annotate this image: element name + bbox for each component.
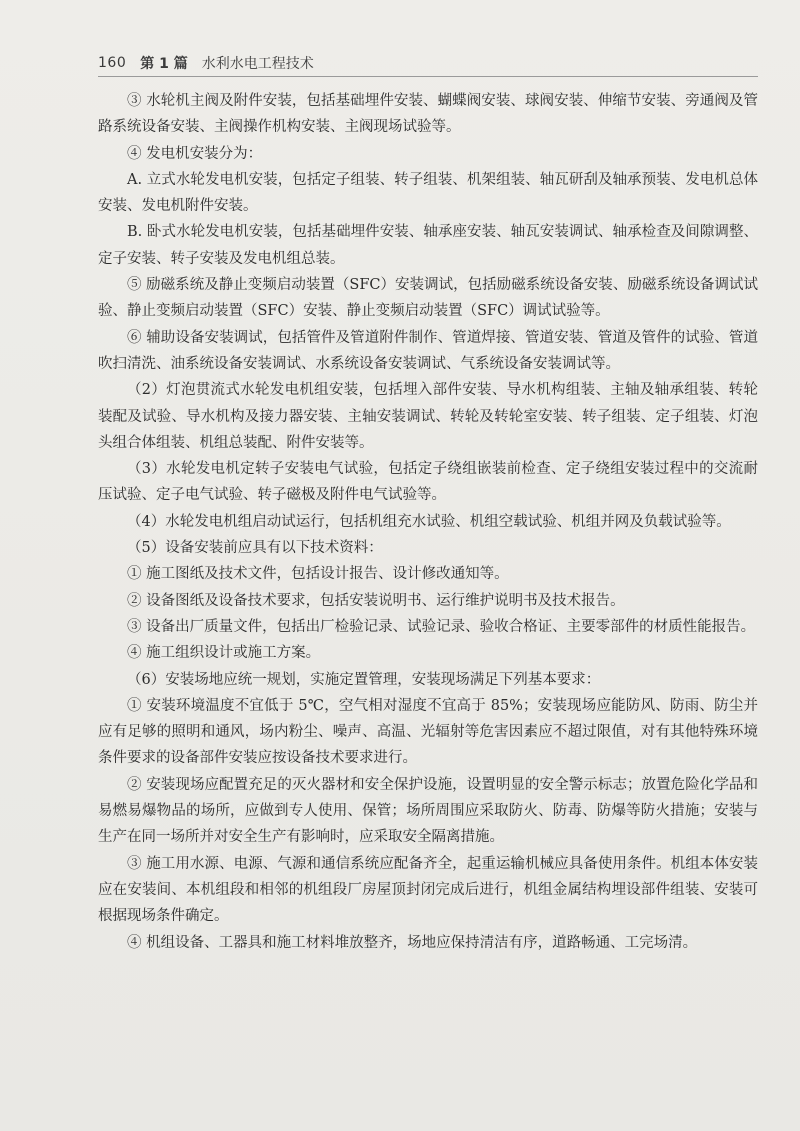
paragraph: （5）设备安装前应具有以下技术资料： — [127, 540, 383, 557]
paragraph: ④ 机组设备、工器具和施工材料堆放整齐，场地应保持清洁有序，道路畅通、工完场清。 — [127, 934, 698, 951]
paragraph: A. 立式水轮发电机安装，包括定子组装、转子组装、机架组装、轴瓦研刮及轴承预装、发电机总体安装、发电机附件安装。 — [98, 171, 758, 215]
paragraph: ③ 施工用水源、电源、气源和通信系统应配备齐全，起重运输机械应具备使用条件。机组本体安装应在安装间、本机组段和相邻的机组段厂房屋顶封闭完成后进行，机组金属结构埋设部件组装、安装可根据现场条件确定。 — [98, 855, 758, 925]
paragraph: ③ 水轮机主阀及附件安装，包括基础埋件安装、蝴蝶阀安装、球阀安装、伸缩节安装、旁通阀及管路系统设备安装、主阀操作机构安装、主阀现场试验等。 — [98, 93, 758, 136]
page-number: 160 — [98, 55, 127, 71]
paragraph: ④ 施工组织设计或施工方案。 — [127, 645, 321, 662]
paragraph: （4）水轮发电机组启动试运行，包括机组充水试验、机组空载试验、机组并网及负载试验等。 — [127, 513, 731, 530]
paragraph: ⑥ 辅助设备安装调试，包括管件及管道附件制作、管道焊接、管道安装、管道及管件的试验、管道吹扫清洗、油系统设备安装调试、水系统设备安装调试、气系统设备安装调试等。 — [98, 329, 758, 372]
paragraph: （3）水轮发电机定转子安装电气试验，包括定子绕组嵌装前检查、定子绕组安装过程中的交流耐压试验、定子电气试验、转子磁极及附件电气试验等。 — [98, 461, 758, 504]
paragraph: ① 施工图纸及技术文件，包括设计报告、设计修改通知等。 — [127, 566, 509, 583]
paragraph: ① 安装环境温度不宜低于 5℃，空气相对湿度不宜高于 85%；安装现场应能防风、防雨、防尘并应有足够的照明和通风，场内粉尘、噪声、高温、光辐射等危害因素应不超过限值，对有其他特殊环境条件要求的设备部件安装应按设备技术要求进行。 — [98, 697, 758, 767]
paragraph: ② 安装现场应配置充足的灭火器材和安全保护设施，设置明显的安全警示标志；放置危险化学品和易燃易爆物品的场所，应做到专人使用、保管；场所周围应采取防火、防毒、防爆等防火措施；安装与生产在同一场所并对安全生产有影响时，应采取安全隔离措施。 — [98, 776, 758, 846]
paragraph: ④ 发电机安装分为： — [127, 145, 263, 162]
paragraph: B. 卧式水轮发电机安装，包括基础埋件安装、轴承座安装、轴瓦安装调试、轴承检查及间隙调整、定子安装、转子安装及发电机组总装。 — [98, 224, 758, 267]
paragraph: （2）灯泡贯流式水轮发电机组安装，包括埋入部件安装、导水机构组装、主轴及轴承组装、转轮装配及试验、导水机构及接力器安装、主轴安装调试、转轮及转轮室安装、转子组装、定子组装、灯泡头组合体组装、机组总装配、附件安装等。 — [98, 382, 758, 451]
part-label: 第 1 篇 — [140, 56, 188, 72]
body-text — [98, 88, 758, 956]
part-title: 水利水电工程技术 — [201, 56, 314, 72]
paragraph: ⑤ 励磁系统及静止变频启动装置（SFC）安装调试，包括励磁系统设备安装、励磁系统设备调试试验、静止变频启动装置（SFC）安装、静止变频启动装置（SFC）调试试验等。 — [98, 277, 758, 320]
paragraph: （6）安装场地应统一规划，实施定置管理，安装现场满足下列基本要求： — [127, 671, 601, 688]
paragraph: ③ 设备出厂质量文件，包括出厂检验记录、试验记录、验收合格证、主要零部件的材质性能报告。 — [127, 618, 756, 635]
running-header — [98, 50, 758, 77]
paragraph: ② 设备图纸及设备技术要求，包括安装说明书、运行维护说明书及技术报告。 — [127, 592, 625, 609]
